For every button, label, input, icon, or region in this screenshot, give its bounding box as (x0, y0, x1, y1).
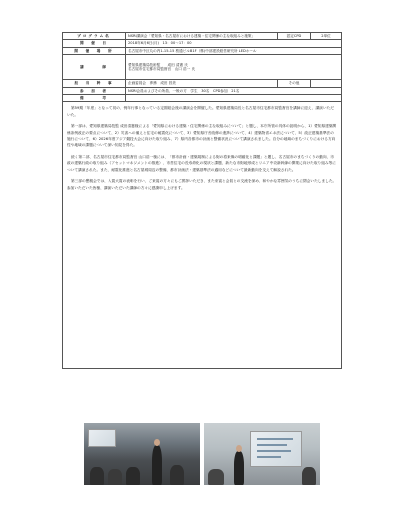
participants-label: 参 加 者 (63, 87, 126, 94)
lecturer-line-1: 愛知県建築局技術監 成田 清憲 氏 (128, 62, 188, 67)
other-value (311, 80, 342, 87)
body-paragraph-3: 続く第二部、名古屋市住宅都市局監督官 山口浩一様には、「都市計画・建築規制による街の将来像の明確化と課題」と題し、名古屋市のまちづくりの動向、市政の建築行政の取り組み（アセットマネジメントの推進）、市営住宅の長寿命化の現状と課題、新たな市街地形成とリニア中央新幹線の開業に向けた取り組み等について講演された。また、耐震化推進と名古屋城周辺の整備、都市計画法・建築基準法の適用などについて最新動向を交えて解説された。 (67, 154, 336, 172)
date-value: 2018年6月6日(月) 13：00～17：00 (126, 40, 342, 47)
cpd-label: 認定CPD (278, 33, 311, 40)
slide-line-3 (257, 450, 291, 452)
venue-label: 開 催 場 所 (63, 47, 126, 54)
lecturer-cell (126, 55, 342, 80)
audience-3 (126, 467, 140, 485)
lecturer-head (236, 445, 242, 452)
body-paragraph-4: 第三部の懇親会では、入賞大賞の表彰を行い、ご来賓の方々にもご挨拶いただき、また来賓と会員との交流を深め、和やかな雰囲気のうちに閉会いたしました。参加いただいた皆様、講演いただいた講師の方々に感謝申し上げます。 (67, 179, 337, 190)
audience-4 (170, 465, 184, 485)
slide-line-4 (257, 456, 281, 458)
slide-line-1 (257, 438, 293, 440)
program-value: NSRI講演会「愛知県・名古屋市における建築・住宅関係の主な取組みと施策」 (126, 33, 278, 40)
program-label: プログラム名 (63, 33, 126, 40)
staff-value: 企画委員会 専務 成田 昌美 (126, 80, 278, 87)
lecturer-label: 講 師 (63, 55, 126, 80)
report-header-table (62, 32, 342, 102)
body-paragraph-1: 第59期「年度」となって初の、例年行事となっている定期総会後の講演会を開催した。愛知県建築局長と名古屋市住宅都市局監督官を講師に迎え、講演いただいた。 (67, 106, 334, 117)
audience-6 (302, 467, 316, 485)
remarks-label: 備 考 (63, 95, 126, 102)
cpd-value: 2単位 (311, 33, 342, 40)
venue-photo (84, 423, 200, 485)
speaker-head (154, 439, 160, 446)
body-paragraph-2: 第一部は、愛知県建築局技監 成田清憲様による「愛知県における建築・住宅関係の主な取組みについて」と題し、本庁所管の具体の説明から、1）愛知県建築関係条例改正の要点について、2）災害への備えと住宅の耐震化について、3）愛知県庁舎改修の進捗について、4）建築物省エネ法について、5）改正建築基準法の施行について、6）2026年度アジア競技大会に向けた取り組み、7）県内各都市の計画と整備状況について講演されました。自分の地域のまちづくりにおける方向性や地域の課題について深い知見を得た。 (67, 124, 337, 148)
remarks-value (126, 95, 342, 102)
venue-value: 名古屋市中区丸の内1-15-15 桜通ビルB1F（株)中部建設経営研究所 LEDホール (126, 47, 342, 54)
audience-2 (108, 469, 122, 485)
lecture-photo (204, 423, 320, 485)
photo-row (84, 423, 320, 485)
projector-screen-left (88, 429, 116, 447)
slide-line-2 (257, 444, 287, 446)
report-page (62, 32, 342, 491)
lecturer-line-2: 名古屋市住宅都市局監督官 山口 浩一 氏 (128, 67, 195, 72)
audience-5 (208, 469, 224, 485)
audience-1 (90, 467, 104, 485)
lecturer-figure (234, 451, 244, 485)
projector-screen-right (250, 431, 302, 467)
date-label: 開 催 日 (63, 40, 126, 47)
report-body (62, 102, 342, 369)
speaker-figure (152, 445, 162, 485)
participants-value: NSRI会員およびその所員、一般の方 学生 30名 CPD参加 21名 (126, 87, 342, 94)
staff-label: 担 当 幹 事 (63, 80, 126, 87)
other-label: その他 (278, 80, 311, 87)
